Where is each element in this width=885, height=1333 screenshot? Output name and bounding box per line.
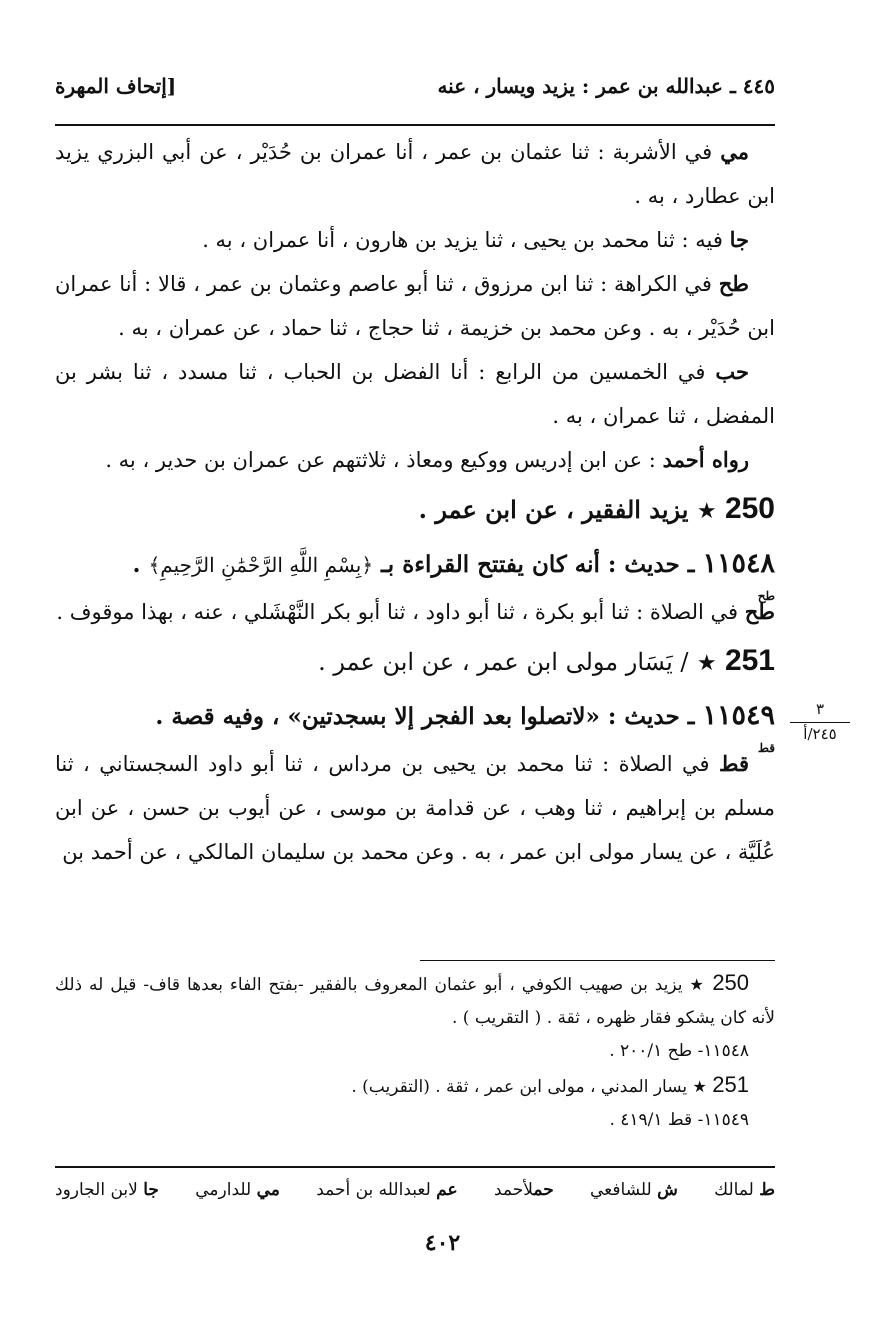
star-icon: ★ [696, 499, 717, 524]
folio-number: ٢٤٥/أ [803, 725, 837, 743]
sigla-item: عم لعبدالله بن أحمد [316, 1180, 458, 1200]
running-header [55, 74, 775, 114]
section-title: / يَسَار مولى ابن عمر ، عن ابن عمر . [318, 648, 689, 676]
star-icon: ★ [692, 1077, 707, 1096]
page-number: ٤٠٢ [424, 1230, 461, 1256]
hadith-11548-heading [55, 539, 775, 603]
main-text [55, 130, 775, 874]
footnote-11549 [55, 1104, 775, 1137]
source-code: قط [719, 751, 749, 776]
sigla-item: مي للدارمي [195, 1180, 280, 1200]
folio-volume: ٣ [815, 700, 825, 718]
hadith-text: ـ حديث : «لاتصلوا بعد الفجر إلا بسجدتين» ، وفيه قصة . [155, 703, 695, 730]
narration-lead: رواه أحمد [662, 447, 749, 472]
section-title: يزيد الفقير ، عن ابن عمر . [418, 495, 689, 524]
hadith-number: ١١٥٤٩ [702, 700, 775, 731]
paragraph-ahmad [55, 438, 775, 482]
footnote-text: يزيد بن صهيب الكوفي ، أبو عثمان المعروف بالفقير -بفتح الفاء بعدها قاف- قيل له ذلك لأنه كان يشكو فقار ظهره ، ثقة . ( التقريب ) . [55, 975, 775, 1028]
paragraph-text: : عن ابن إدريس ووكيع ومعاذ ، ثلاثتهم عن عمران بن حدير ، به . [105, 448, 656, 472]
footnote-text: ١١٥٤٩- قط ٤١٩/١ . [609, 1110, 749, 1130]
paragraph-text: فيه : ثنا محمد بن يحيى ، ثنا يزيد بن هارون ، أنا عمران ، به . [202, 228, 723, 252]
footnote-250 [55, 966, 775, 1035]
sigla-item: حملأحمد [493, 1180, 554, 1200]
paragraph-tah [55, 262, 775, 350]
footnote-rule [420, 960, 775, 961]
footnote-number: 251 [712, 1072, 749, 1097]
footnote-251 [55, 1068, 775, 1104]
paragraph-text: في الأشربة : ثنا عثمان بن عمر ، أنا عمران بن حُدَيْر ، عن أبي البزري يزيد ابن عطارد ، به . [55, 140, 775, 208]
section-number: 250 [724, 492, 775, 525]
paragraph-ja [55, 218, 775, 262]
source-code: مي [720, 139, 749, 164]
hadith-11549-heading [55, 691, 775, 755]
hadith-number: ١١٥٤٨ [702, 548, 775, 579]
sigla-rule [55, 1166, 775, 1168]
basmala-quote: ﴿بِسْمِ اللَّهِ الرَّحْمَٰنِ الرَّحِيمِ﴾ [148, 553, 374, 577]
paragraph-text: في الصلاة : ثنا أبو بكرة ، ثنا أبو داود ، ثنا أبو بكر النَّهْشَلي ، عنه ، بهذا موقوف . [56, 600, 739, 624]
section-251-heading [55, 634, 775, 691]
footnote-text: ١١٥٤٨- طح ٢٠٠/١ . [609, 1041, 749, 1061]
manuscript-folio-note [790, 700, 850, 743]
star-icon: ★ [689, 975, 706, 994]
source-code: طح [718, 271, 749, 296]
sigla-item: ط لمالك [714, 1180, 775, 1200]
header-book-title: [إتحاف المهرة [55, 74, 177, 98]
header-chapter-title: ٤٤٥ ـ عبدالله بن عمر : يزيد ويسار ، عنه [437, 74, 775, 98]
footnote-11548 [55, 1035, 775, 1068]
paragraph-mi [55, 130, 775, 218]
section-number: 251 [724, 644, 775, 677]
sigla-item: جا لابن الجارود [55, 1180, 159, 1200]
folio-divider [790, 722, 850, 723]
paragraph-text: في الخمسين من الرابع : أنا الفضل بن الحباب ، ثنا مسدد ، ثنا بشر بن المفضل ، ثنا عمران ، به . [55, 360, 775, 428]
paragraph-qt-salat [55, 742, 775, 874]
section-250-heading [55, 482, 775, 539]
hadith-source-code: طح [757, 589, 775, 603]
footnote-number: 250 [712, 970, 750, 995]
source-code: جا [729, 227, 749, 252]
star-icon: ★ [696, 651, 717, 676]
source-code: طح [744, 599, 775, 624]
source-code: حب [715, 359, 749, 384]
footnotes [55, 966, 775, 1137]
hadith-end: . [132, 551, 141, 578]
hadith-text: ـ حديث : أنه كان يفتتح القراءة بـ [381, 551, 695, 578]
paragraph-hb [55, 350, 775, 438]
paragraph-text: في الكراهة : ثنا ابن مرزوق ، ثنا أبو عاصم وعثمان بن عمر ، قالا : أنا عمران ابن حُدَيْر ، به . وعن محمد بن خزيمة ، ثنا حجاج ، ثنا حماد ، عن عمران ، به . [55, 272, 775, 340]
hadith-source-code: قط [757, 741, 775, 755]
footnote-text: يسار المدني ، مولى ابن عمر ، ثقة . (التقريب) . [351, 1077, 688, 1097]
paragraph-text: في الصلاة : ثنا محمد بن يحيى بن مرداس ، ثنا أبو داود السجستاني ، ثنا مسلم بن إبراهيم ، ثنا وهب ، عن قدامة بن موسى ، عن أيوب بن حسن ، عن ابن عُلَيَّة ، عن يسار مولى ابن عمر ، به . وعن محمد بن سليمان المالكي ، عن أحمد بن [55, 752, 775, 864]
sigla-legend [55, 1180, 775, 1200]
header-rule [55, 124, 775, 126]
paragraph-tah-salat [55, 590, 775, 634]
sigla-item: ش للشافعي [590, 1180, 678, 1200]
